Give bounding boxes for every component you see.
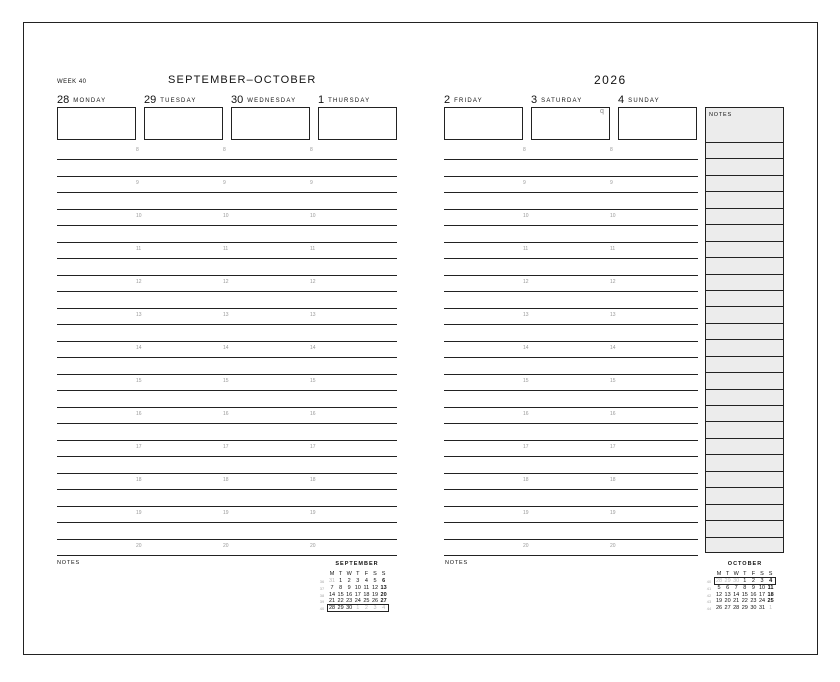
hour-label: 12 <box>136 278 142 285</box>
notes-label-right: NOTES <box>445 560 468 566</box>
notes-row-line <box>706 191 783 192</box>
calendar-day: 25 <box>363 598 370 605</box>
time-line <box>57 275 397 276</box>
notes-row-line <box>706 438 783 439</box>
weekday-label: T <box>725 571 730 577</box>
calendar-day: 1 <box>743 578 747 584</box>
weekday-label: M <box>329 571 335 577</box>
calendar-day: 9 <box>347 584 351 591</box>
time-line <box>444 440 698 441</box>
hour-label: 9 <box>523 179 526 186</box>
notes-row-line <box>706 487 783 488</box>
hour-label: 10 <box>136 212 142 219</box>
current-week-highlight <box>327 604 389 612</box>
time-line <box>57 291 397 292</box>
hour-label: 11 <box>223 245 229 252</box>
calendar-day: 2 <box>347 578 351 584</box>
time-line <box>57 456 397 457</box>
calendar-day: 1 <box>339 578 343 584</box>
day-header <box>318 94 370 106</box>
calendar-day: 23 <box>346 598 353 605</box>
time-line <box>444 275 698 276</box>
calendar-day: 17 <box>758 591 766 598</box>
calendar-day: 31 <box>758 605 766 612</box>
hour-label: 17 <box>610 443 616 450</box>
time-line <box>444 522 698 523</box>
notes-row-line <box>706 356 783 357</box>
day-box[interactable] <box>318 107 397 140</box>
hour-label: 19 <box>523 509 529 516</box>
calendar-day: 2 <box>364 605 368 612</box>
calendar-day: 3 <box>356 578 360 584</box>
notes-row-line <box>706 323 783 324</box>
calendar-day: 4 <box>382 605 386 612</box>
mini-calendar-october <box>705 571 785 631</box>
calendar-day: 22 <box>741 598 748 605</box>
hour-label: 15 <box>310 377 316 384</box>
hour-label: 18 <box>223 476 229 483</box>
hour-label: 8 <box>523 146 526 153</box>
weekday-label: S <box>768 571 773 577</box>
hour-label: 10 <box>310 212 316 219</box>
hour-label: 16 <box>610 410 616 417</box>
time-line <box>444 390 698 391</box>
week-number: 38 <box>319 592 325 598</box>
notes-row-line <box>706 372 783 373</box>
calendar-day: 19 <box>715 598 723 605</box>
hour-label: 18 <box>310 476 316 483</box>
time-line <box>57 225 397 226</box>
day-number: 28 <box>57 94 70 106</box>
calendar-day: 3 <box>373 605 377 612</box>
planner-page <box>23 22 818 655</box>
calendar-day: 11 <box>767 584 774 591</box>
calendar-day: 30 <box>733 578 740 584</box>
hour-label: 13 <box>310 311 316 318</box>
hour-label: 19 <box>610 509 616 516</box>
hour-label: 17 <box>223 443 229 450</box>
year-label: 2026 <box>594 73 627 87</box>
hour-label: 16 <box>223 410 229 417</box>
day-header <box>144 94 197 106</box>
hour-label: 11 <box>523 245 529 252</box>
calendar-day: 1 <box>769 605 773 612</box>
calendar-day: 2 <box>751 578 755 584</box>
hour-label: 16 <box>310 410 316 417</box>
time-line <box>57 341 397 342</box>
time-line <box>444 176 698 177</box>
hour-label: 11 <box>310 245 316 252</box>
calendar-day: 26 <box>715 605 723 612</box>
notes-row-line <box>706 471 783 472</box>
hour-label: 18 <box>523 476 529 483</box>
weekday-label: F <box>751 571 756 577</box>
calendar-day: 22 <box>337 598 344 605</box>
calendar-day: 21 <box>733 598 740 605</box>
calendar-day: 29 <box>741 605 748 612</box>
calendar-day: 17 <box>354 591 361 598</box>
notes-row-line <box>706 290 783 291</box>
hour-label: 14 <box>136 344 142 351</box>
weekday-label: T <box>743 571 747 577</box>
calendar-day: 3 <box>760 578 764 584</box>
calendar-day: 28 <box>733 605 740 612</box>
current-week-highlight <box>714 577 776 585</box>
calendar-day: 10 <box>354 584 361 591</box>
day-name: TUESDAY <box>160 98 197 104</box>
time-line <box>57 522 397 523</box>
weekday-label: F <box>364 571 369 577</box>
hour-label: 10 <box>523 212 529 219</box>
day-box[interactable] <box>618 107 697 140</box>
time-line <box>57 258 397 259</box>
mini-calendar-september <box>318 571 396 631</box>
calendar-day: 13 <box>724 591 731 598</box>
hour-label: 12 <box>523 278 529 285</box>
calendar-day: 9 <box>751 584 755 591</box>
hour-label: 9 <box>310 179 313 186</box>
calendar-day: 30 <box>750 605 757 612</box>
notes-row-line <box>706 274 783 275</box>
time-line <box>57 192 397 193</box>
day-box[interactable] <box>231 107 310 140</box>
time-line <box>444 225 698 226</box>
hour-label: 10 <box>610 212 616 219</box>
calendar-day: 28 <box>715 578 723 584</box>
calendar-day: 21 <box>328 598 336 605</box>
time-line <box>57 242 397 243</box>
week-number: 39 <box>319 599 325 605</box>
hour-label: 16 <box>136 410 142 417</box>
calendar-day: 20 <box>380 591 387 598</box>
calendar-day: 5 <box>373 578 377 584</box>
calendar-day: 25 <box>767 598 774 605</box>
time-line <box>444 357 698 358</box>
weekday-label: S <box>373 571 377 577</box>
time-line <box>57 357 397 358</box>
page-title: SEPTEMBER–OCTOBER <box>168 74 317 86</box>
hour-label: 15 <box>610 377 616 384</box>
calendar-day: 14 <box>328 591 336 598</box>
day-header <box>531 94 583 106</box>
week-number: 42 <box>706 592 712 598</box>
time-line <box>57 506 397 507</box>
calendar-day: 8 <box>339 584 343 591</box>
weekday-label: W <box>346 571 352 577</box>
day-number: 1 <box>318 94 325 106</box>
hour-label: 14 <box>223 344 229 351</box>
calendar-day: 6 <box>382 578 386 584</box>
hour-label: 18 <box>610 476 616 483</box>
day-name: THURSDAY <box>328 98 371 104</box>
calendar-day: 7 <box>330 584 334 591</box>
time-line <box>57 324 397 325</box>
hour-label: 12 <box>610 278 616 285</box>
calendar-day: 15 <box>337 591 344 598</box>
hour-label: 14 <box>310 344 316 351</box>
q-glyph-icon: q <box>600 108 604 115</box>
calendar-day: 12 <box>371 584 379 591</box>
hour-label: 17 <box>310 443 316 450</box>
calendar-day: 11 <box>363 584 370 591</box>
time-line <box>57 407 397 408</box>
day-name: FRIDAY <box>454 98 483 104</box>
calendar-day: 1 <box>356 605 360 612</box>
time-line <box>444 407 698 408</box>
hour-label: 15 <box>523 377 529 384</box>
calendar-day: 12 <box>715 591 723 598</box>
notes-row-line <box>706 241 783 242</box>
time-line <box>57 489 397 490</box>
day-number: 2 <box>444 94 451 106</box>
weekday-label: S <box>381 571 386 577</box>
time-line <box>57 440 397 441</box>
time-line <box>444 489 698 490</box>
time-line <box>444 192 698 193</box>
notes-row-line <box>706 421 783 422</box>
hour-label: 12 <box>223 278 229 285</box>
notes-row-line <box>706 208 783 209</box>
calendar-day: 5 <box>717 584 721 591</box>
week-number: 43 <box>706 599 712 605</box>
calendar-day: 29 <box>724 578 731 584</box>
notes-row-line <box>706 257 783 258</box>
time-line <box>57 159 397 160</box>
calendar-day: 18 <box>363 591 370 598</box>
hour-label: 19 <box>310 509 316 516</box>
time-line <box>57 209 397 210</box>
hour-label: 20 <box>223 542 229 549</box>
mini-calendar-october-title: OCTOBER <box>727 561 763 567</box>
calendar-day: 26 <box>371 598 379 605</box>
week-number: 37 <box>319 585 325 591</box>
day-name: SUNDAY <box>628 98 660 104</box>
hour-label: 8 <box>136 146 139 153</box>
hour-label: 9 <box>223 179 226 186</box>
time-line <box>444 242 698 243</box>
time-line <box>57 390 397 391</box>
hour-label: 20 <box>310 542 316 549</box>
week-label: WEEK 40 <box>57 79 87 85</box>
notes-column-label: NOTES <box>709 112 732 118</box>
hour-label: 13 <box>610 311 616 318</box>
day-number: 3 <box>531 94 538 106</box>
time-line <box>444 456 698 457</box>
hour-label: 20 <box>136 542 142 549</box>
time-line <box>444 341 698 342</box>
notes-row-line <box>706 520 783 521</box>
day-header <box>231 94 296 106</box>
notes-row-line <box>706 454 783 455</box>
calendar-day: 31 <box>328 578 336 584</box>
day-box[interactable] <box>144 107 223 140</box>
notes-row-line <box>706 158 783 159</box>
calendar-day: 13 <box>380 584 387 591</box>
time-line <box>444 374 698 375</box>
hour-label: 10 <box>223 212 229 219</box>
hour-label: 13 <box>223 311 229 318</box>
calendar-day: 4 <box>769 578 773 584</box>
week-number: 40 <box>319 606 325 612</box>
notes-row-line <box>706 142 783 143</box>
notes-row-line <box>706 537 783 538</box>
hour-label: 15 <box>136 377 142 384</box>
weekday-label: T <box>338 571 343 577</box>
notes-row-line <box>706 306 783 307</box>
hour-label: 19 <box>136 509 142 516</box>
week-number: 40 <box>706 579 712 584</box>
calendar-day: 24 <box>354 598 361 605</box>
day-box[interactable] <box>531 107 610 140</box>
calendar-day: 24 <box>758 598 766 605</box>
day-name: SATURDAY <box>541 98 583 104</box>
time-line <box>444 258 698 259</box>
hour-label: 20 <box>610 542 616 549</box>
day-header <box>444 94 483 106</box>
hour-label: 11 <box>136 245 142 252</box>
calendar-day: 28 <box>328 605 336 612</box>
calendar-day: 29 <box>337 605 344 612</box>
mini-calendar-september-title: SEPTEMBER <box>335 561 379 567</box>
day-box[interactable] <box>57 107 136 140</box>
day-name: MONDAY <box>73 98 107 104</box>
time-line <box>444 159 698 160</box>
day-number: 4 <box>618 94 625 106</box>
time-line <box>444 308 698 309</box>
calendar-day: 27 <box>380 598 387 605</box>
weekday-label: W <box>733 571 739 577</box>
calendar-day: 27 <box>724 605 731 612</box>
calendar-day: 20 <box>724 598 731 605</box>
hour-label: 8 <box>610 146 613 153</box>
calendar-day: 7 <box>734 584 738 591</box>
calendar-day: 14 <box>733 591 740 598</box>
calendar-day: 8 <box>743 584 747 591</box>
hour-label: 11 <box>610 245 616 252</box>
hour-label: 8 <box>310 146 313 153</box>
hour-label: 18 <box>136 476 142 483</box>
week-number: 44 <box>706 606 712 612</box>
hour-label: 19 <box>223 509 229 516</box>
hour-label: 14 <box>610 344 616 351</box>
time-line <box>444 291 698 292</box>
time-line <box>444 209 698 210</box>
day-box[interactable] <box>444 107 523 140</box>
calendar-day: 6 <box>726 584 730 591</box>
hour-label: 17 <box>136 443 142 450</box>
time-line <box>444 555 698 556</box>
hour-label: 15 <box>223 377 229 384</box>
time-line <box>444 506 698 507</box>
time-line <box>57 176 397 177</box>
calendar-day: 18 <box>767 591 774 598</box>
time-line <box>57 308 397 309</box>
time-line <box>57 539 397 540</box>
calendar-day: 16 <box>750 591 757 598</box>
time-line <box>57 473 397 474</box>
hour-label: 20 <box>523 542 529 549</box>
weekday-label: T <box>356 571 360 577</box>
notes-row-line <box>706 504 783 505</box>
hour-label: 9 <box>136 179 139 186</box>
calendar-day: 15 <box>741 591 748 598</box>
hour-label: 8 <box>223 146 226 153</box>
hour-label: 17 <box>523 443 529 450</box>
calendar-day: 16 <box>346 591 353 598</box>
calendar-day: 19 <box>371 591 379 598</box>
day-header <box>57 94 106 106</box>
week-number: 41 <box>706 585 712 591</box>
day-number: 29 <box>144 94 157 106</box>
time-line <box>444 324 698 325</box>
weekday-label: S <box>760 571 764 577</box>
notes-row-line <box>706 339 783 340</box>
notes-row-line <box>706 224 783 225</box>
hour-label: 13 <box>523 311 529 318</box>
notes-row-line <box>706 405 783 406</box>
weekday-label: M <box>716 571 722 577</box>
week-number: 36 <box>319 579 325 584</box>
calendar-day: 4 <box>364 578 368 584</box>
time-line <box>57 555 397 556</box>
hour-label: 14 <box>523 344 529 351</box>
hour-label: 9 <box>610 179 613 186</box>
time-line <box>444 423 698 424</box>
time-line <box>57 374 397 375</box>
notes-label-left: NOTES <box>57 560 80 566</box>
time-line <box>444 473 698 474</box>
time-line <box>444 539 698 540</box>
calendar-day: 30 <box>346 605 353 612</box>
time-line <box>57 423 397 424</box>
notes-row-line <box>706 389 783 390</box>
notes-row-line <box>706 175 783 176</box>
notes-column[interactable] <box>705 107 784 553</box>
hour-label: 13 <box>136 311 142 318</box>
calendar-day: 23 <box>750 598 757 605</box>
day-name: WEDNESDAY <box>247 98 297 104</box>
day-header <box>618 94 660 106</box>
hour-label: 16 <box>523 410 529 417</box>
hour-label: 12 <box>310 278 316 285</box>
calendar-day: 10 <box>758 584 766 591</box>
day-number: 30 <box>231 94 244 106</box>
